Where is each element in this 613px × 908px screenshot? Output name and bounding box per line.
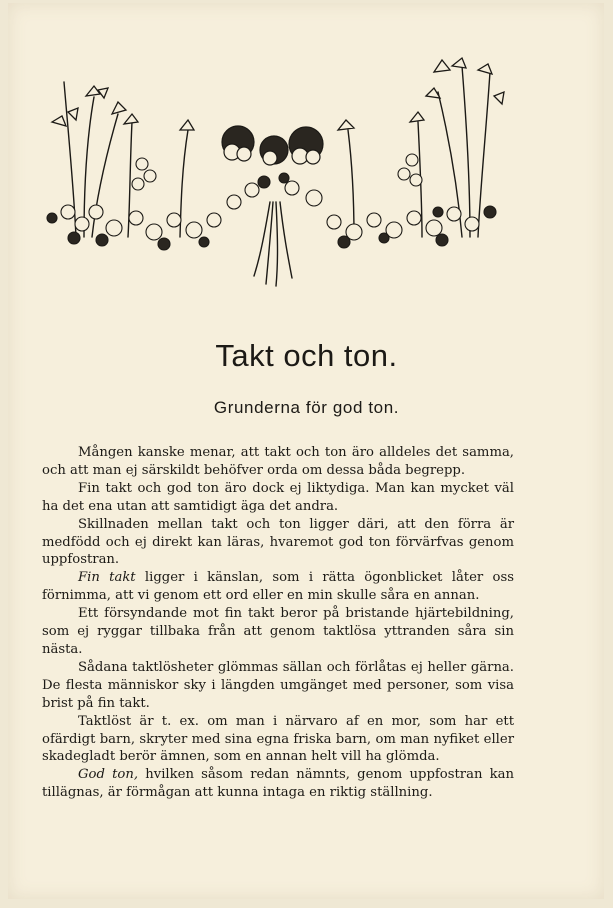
paragraph: Fin takt ligger i känslan, som i rätta ögonblicket låter oss förnimma, att vi genom ett ord eller en min skulle såra en annan. [42,570,514,604]
paragraph: Mången kanske menar, att takt och ton äro alldeles det samma, och att man ej särskildt behöfver orda om dessa båda begrepp. [42,445,514,478]
page-title: Takt och ton. [215,338,398,373]
floral-vignette-illustration [38,52,508,292]
italic-lead: Fin takt [78,570,136,586]
pansy-flower [222,126,254,161]
paragraph: Ett försyndande mot fin takt beror på bristande hjärtebildning, som ej ryggar tillbaka från att genom taktlösa yttranden såra sin nästa. [42,606,514,657]
paragraph: Fin takt och god ton äro dock ej liktydiga. Man kan mycket väl ha det ena utan att samtidigt äga det andra. [42,480,514,514]
paragraph: Taktlöst är t. ex. om man i närvaro af en mor, som har ett ofärdigt barn, skryter med sina egna friska barn, om man nyfiket eller skadegladt berör ämnen, som en annan helt vill ha glömda. [42,713,514,765]
dark-leaves [47,173,496,250]
snowdrop-flower [180,120,194,130]
snowdrop-flower [86,86,108,98]
snowdrop-flower [338,112,424,130]
bouquet-stem [276,202,278,286]
flower-stem [348,130,354,237]
flower-stem [462,66,470,237]
snowdrop-flower [124,114,138,124]
clover-leaves [61,154,479,240]
paragraph: God ton, hvilken såsom redan nämnts, genom uppfostran kan tillägnas, är förmågan att kunna intaga en riktig ställning. [42,767,514,801]
paragraph: Skillnaden mellan takt och ton ligger däri, att den förra är medfödd och ej direkt kan läras, hvaremot god ton förvärfvas genom uppfostran. [42,516,514,568]
italic-lead: God ton, [78,767,139,783]
pansy-flower [260,136,288,165]
pansy-flower [289,127,323,164]
snowdrop-flower [52,108,78,126]
paragraph: Sådana taktlösheter glömmas sällan och förlåtas ej heller gärna. De flesta människor sky i längden umgänget med personer, som visa brist på fin takt. [42,659,514,711]
body-text [42,444,514,802]
bouquet-stem [266,202,273,284]
snowdrop-flower [112,102,126,114]
section-subtitle: Grunderna för god ton. [213,398,400,417]
bouquet-stem [280,202,292,278]
